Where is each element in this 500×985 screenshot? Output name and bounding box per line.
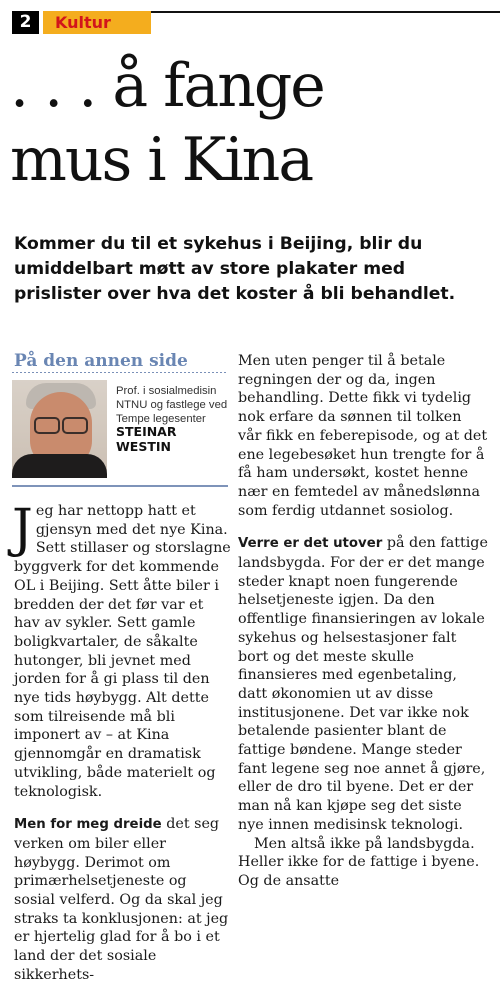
body-paragraph-1	[12, 499, 232, 801]
paragraph-4-text: på den fattige landsbygda. For der er det mange steder knapt noen fungerende helsetjeneste igjen. Da den offentlige finansieringen av lokale sykehus og helsestasjoner falt bort og det meste skulle finansieres med egenbetaling, datt økonomien ut av disse institusjonene. Det var ikke nok betalende pasienter blant de fattige bøndene. Mange steder fant legene seg noe annet å gjøre, eller de dro til byene. Det er der man nå kan kjøpe seg det siste nye innen medisinsk teknologi.	[238, 535, 488, 833]
byline	[12, 380, 228, 480]
headline	[10, 52, 495, 200]
column-title: På den annen side	[14, 351, 188, 371]
author-name-line-1: STEINAR	[116, 424, 177, 439]
drop-cap: J	[12, 499, 33, 559]
paragraph-2-lead: Men for meg dreide	[14, 817, 162, 833]
byline-rule	[12, 485, 228, 487]
body-paragraph-5: Men altså ikke på landsbygda. Heller ikke for de fattige i byene. Og de ansatte	[238, 835, 480, 889]
author-role: Prof. i sosialmedisin NTNU og fastlege ved Tempe legesenter	[116, 385, 228, 425]
body-paragraph-4	[238, 534, 488, 834]
paragraph-1-text: eg har nettopp hatt et gjensyn med det nye Kina. Sett stillaser og storslagne byggverk for det kommende OL i Beijing. Sett åtte biler i bredden der det før var et hav av sykler. Sett gamle boligkvartaler, de såkalte hutonger, bli jevnet med jorden for å gi plass til den nye tids høybygg. Alt dette som tilreisende må bli imponert av – at Kina gjennomgår en dramatisk utvikling, både materielt og teknologisk.	[14, 503, 231, 800]
ingress: Kommer du til et sykehus i Beijing, blir du umiddelbart møtt av store plakater med prislister over hva det koster å bli behandlet.	[14, 234, 456, 304]
column-title-rule	[12, 372, 228, 373]
body-column-right	[238, 352, 488, 891]
body-paragraph-3: Men uten penger til å betale regningen der og da, ingen behandling. Dette fikk vi tydelig nok erfare da sønnen til tolken vår fikk en feberepisode, og at det ene legebesøket hun trengte for å få ham undersøkt, kostet henne nær en femtedel av månedslønna som ferdig utdannet sosiolog.	[238, 353, 488, 519]
section-label: Kultur	[43, 11, 151, 34]
author-name	[116, 424, 176, 454]
author-name-line-2: WESTIN	[116, 439, 171, 454]
author-photo	[12, 380, 107, 478]
paragraph-4-lead: Verre er det utover	[238, 536, 383, 552]
paragraph-2-text: det seg verken om biler eller høybygg. Derimot om primærhelsetjeneste og sosial velferd. Og da skal jeg straks ta konklusjonen: at jeg er hjertelig glad for å bo i et land der det sosiale sikkerhets-	[14, 816, 229, 983]
headline-line-2: mus i Kina	[10, 125, 313, 195]
body-paragraph-2	[14, 815, 232, 984]
page-number: 2	[12, 11, 39, 34]
header-rule	[151, 11, 500, 13]
headline-line-1: . . . å fange	[10, 51, 324, 121]
body-column-left	[12, 499, 232, 985]
